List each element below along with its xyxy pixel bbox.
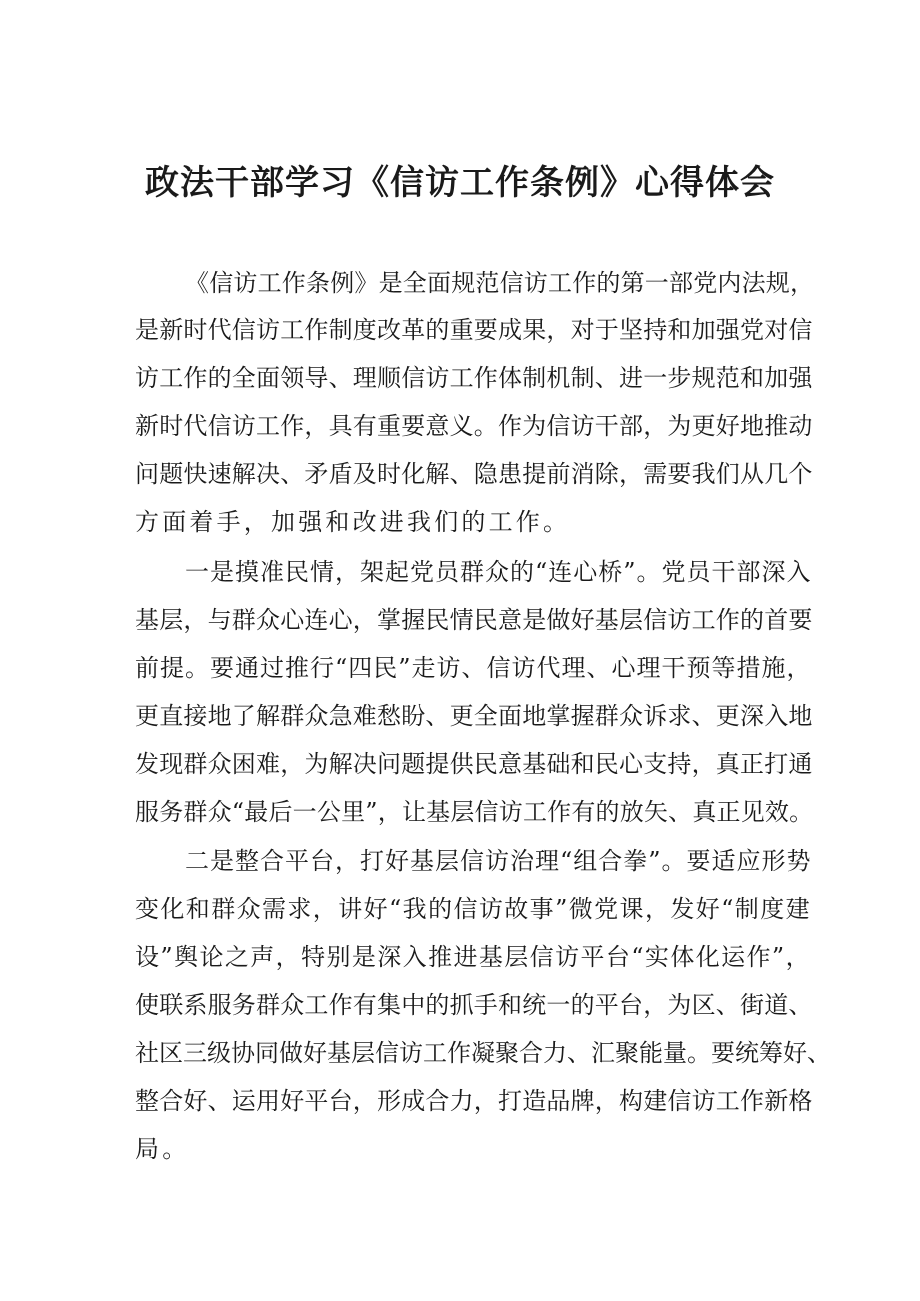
paragraph-1-line-3: 访工作的全面领导、理顺信访工作体制机制、进一步规范和加强 (135, 364, 813, 392)
paragraph-3-line-4: 使联系服务群众工作有集中的抓手和统一的平台，为区、街道、 (135, 991, 813, 1019)
paragraph-1-line-4: 新时代信访工作，具有重要意义。作为信访干部，为更好地推动 (135, 412, 813, 440)
paragraph-2-line-6: 服务群众“最后一公里”，让基层信访工作有的放矢、真正见效。 (135, 798, 814, 826)
paragraph-2-line-4: 更直接地了解群众急难愁盼、更全面地掌握群众诉求、更深入地 (135, 702, 813, 730)
paragraph-2-line-2: 基层，与群众心连心，掌握民情民意是做好基层信访工作的首要 (135, 606, 813, 634)
paragraph-1-line-1: 《信访工作条例》是全面规范信访工作的第一部党内法规， (185, 269, 815, 297)
paragraph-2-line-1: 一是摸准民情，架起党员群众的“连心桥”。党员干部深入 (185, 558, 812, 586)
paragraph-1-line-5: 问题快速解决、矛盾及时化解、隐患提前消除，需要我们从几个 (135, 460, 813, 488)
paragraph-2-line-3: 前提。要通过推行“四民”走访、信访代理、心理干预等措施， (135, 654, 812, 682)
paragraph-3-line-1: 二是整合平台，打好基层信访治理“组合拳”。要适应形势 (185, 847, 812, 875)
paragraph-3-line-3: 设”舆论之声，特别是深入推进基层信访平台“实体化运作”， (135, 943, 812, 971)
paragraph-3-line-5: 社区三级协同做好基层信访工作凝聚合力、汇聚能量。要统筹好、 (135, 1039, 831, 1067)
document-title: 政法干部学习《信访工作条例》心得体会 (145, 163, 775, 203)
paragraph-1-line-2: 是新时代信访工作制度改革的重要成果，对于坚持和加强党对信 (135, 316, 813, 344)
paragraph-3-line-6: 整合好、运用好平台，形成合力，打造品牌，构建信访工作新格 (135, 1087, 813, 1115)
paragraph-3-line-2: 变化和群众需求，讲好“我的信访故事”微党课，发好“制度建 (135, 895, 812, 923)
paragraph-1-line-6: 方面着手，加强和改进我们的工作。 (135, 508, 571, 536)
paragraph-3-line-7: 局。 (135, 1135, 190, 1163)
paragraph-2-line-5: 发现群众困难，为解决问题提供民意基础和民心支持，真正打通 (135, 750, 813, 778)
